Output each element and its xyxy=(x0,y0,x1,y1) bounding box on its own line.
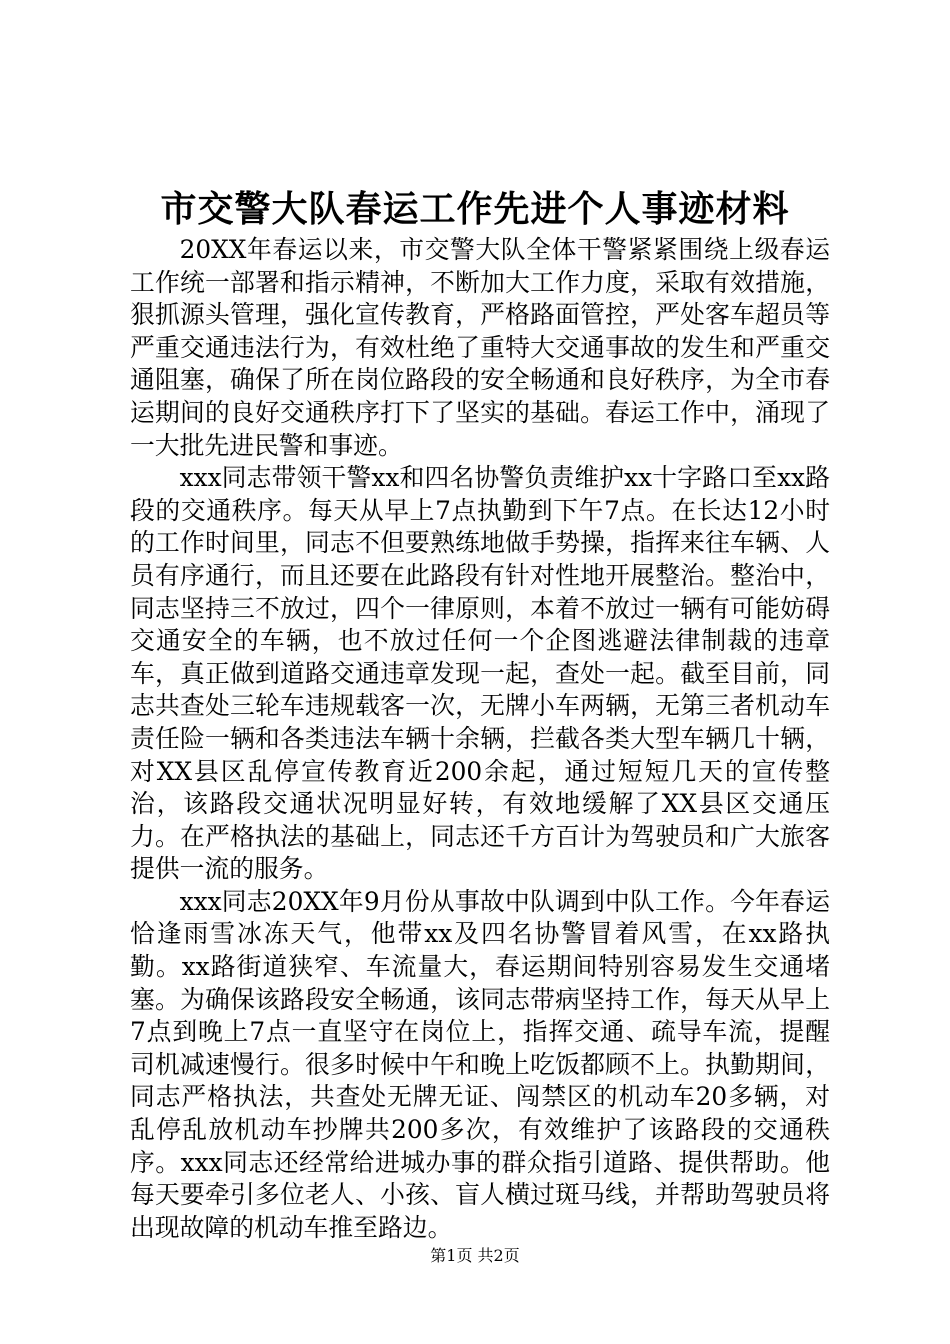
paragraph-intro: 20XX年春运以来，市交警大队全体干警紧紧围绕上级春运工作统一部署和指示精神，不断加大工作力度，采取有效措施，狠抓源头管理，强化宣传教育，严格路面管控，严处客车超员等严重交通违法行为，有效杜绝了重特大交通事故的发生和严重交通阻塞，确保了所在岗位路段的安全畅通和良好秩序，为全市春运期间的良好交通秩序打下了坚实的基础。春运工作中，涌现了一大批先进民警和事迹。 xyxy=(130,235,830,460)
paragraph-officer-2: xxx同志20XX年9月份从事故中队调到中队工作。今年春运恰逢雨雪冰冻天气，他带xx及四名协警冒着风雪，在xx路执勤。xx路街道狭窄、车流量大，春运期间特别容易发生交通堵塞。为确保该路段安全畅通，该同志带病坚持工作，每天从早上7点到晚上7点一直坚守在岗位上，指挥交通、疏导车流，提醒司机减速慢行。很多时候中午和晚上吃饭都顾不上。执勤期间，同志严格执法，共查处无牌无证、闯禁区的机动车20多辆，对乱停乱放机动车抄牌共200多次，有效维护了该路段的交通秩序。xxx同志还经常给进城办事的群众指引道路、提供帮助。他每天要牵引多位老人、小孩、盲人横过斑马线，并帮助驾驶员将出现故障的机动车推至路边。 xyxy=(130,886,830,1242)
document-title: 市交警大队春运工作先进个人事迹材料 xyxy=(160,188,790,230)
document-body xyxy=(130,234,830,1244)
paragraph-officer-1: xxx同志带领干警xx和四名协警负责维护xx十字路口至xx路段的交通秩序。每天从早上7点执勤到下午7点。在长达12小时的工作时间里，同志不但要熟练地做手势操，指挥来往车辆、人员有序通行，而且还要在此路段有针对性地开展整治。整治中，同志坚持三不放过，四个一律原则，本着不放过一辆有可能妨碍交通安全的车辆，也不放过任何一个企图逃避法律制裁的违章车，真正做到道路交通违章发现一起，查处一起。截至目前，同志共查处三轮车违规载客一次，无牌小车两辆，无第三者机动车责任险一辆和各类违法车辆十余辆，拦截各类大型车辆几十辆，对XX县区乱停宣传教育近200余起，通过短短几天的宣传整治，该路段交通状况明显好转，有效地缓解了XX县区交通压力。在严格执法的基础上，同志还千方百计为驾驶员和广大旅客提供一流的服务。 xyxy=(130,463,830,884)
page-footer: 第1页 共2页 xyxy=(430,1246,520,1265)
